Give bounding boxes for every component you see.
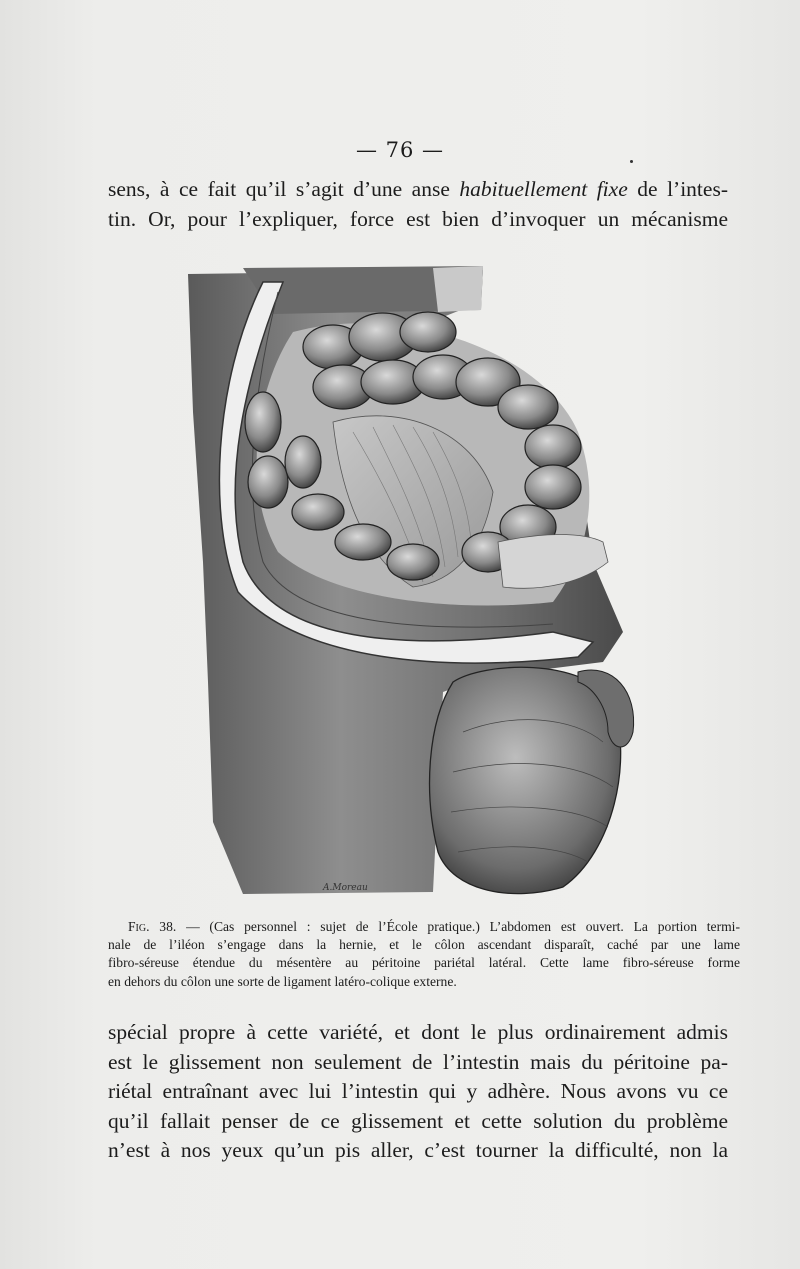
caption-line-4: en dehors du côlon une sorte de ligament latéro-colique externe.	[108, 973, 457, 989]
artist-signature: A.Moreau	[323, 883, 368, 893]
bottom-line-2: est le glissement non seulement de l’intestin mais du péritoine pa-	[108, 1049, 728, 1074]
ink-speck	[630, 160, 633, 163]
bottom-line-5: n’est à nos yeux qu’un pis aller, c’est tourner la difficulté, non la	[108, 1138, 728, 1162]
bottom-line-3: riétal entraînant avec lui l’intestin qui y adhère. Nous avons vu ce	[108, 1079, 728, 1103]
caption-line-1	[108, 918, 740, 936]
bottom-paragraph	[108, 1018, 728, 1166]
caption-line-3: fibro-séreuse étendue du mésentère au péritoine pariétal latéral. Cette lame fibro-séreuse forme	[108, 955, 740, 971]
illustration-drawing	[183, 262, 643, 902]
caption-text: — (Cas personnel : sujet de l’École pratique.) L’abdomen est ouvert. La portion termi-	[186, 919, 740, 934]
page-number: — 76 —	[355, 138, 445, 162]
top-paragraph	[108, 175, 728, 234]
bottom-line-4: qu’il fallait penser de ce glissement et cette solution du problème	[108, 1108, 728, 1133]
top-line-1	[108, 175, 728, 205]
figure-label: Fig. 38.	[128, 919, 177, 934]
text-run: sens, à ce fait qu’il s’agit d’une anse	[108, 177, 460, 201]
emphasis-text: habituellement fixe	[459, 177, 628, 201]
text-run: de l’intes-	[627, 177, 728, 201]
anatomical-illustration	[183, 262, 643, 902]
caption-line-2: nale de l’iléon s’engage dans la hernie, et le côlon ascendant disparaît, caché par une lame	[108, 937, 740, 953]
figure-caption	[108, 918, 740, 991]
top-line-2: tin. Or, pour l’expliquer, force est bien d’invoquer un mécanisme	[108, 206, 728, 231]
bottom-line-1: spécial propre à cette variété, et dont le plus ordinairement admis	[108, 1020, 728, 1044]
